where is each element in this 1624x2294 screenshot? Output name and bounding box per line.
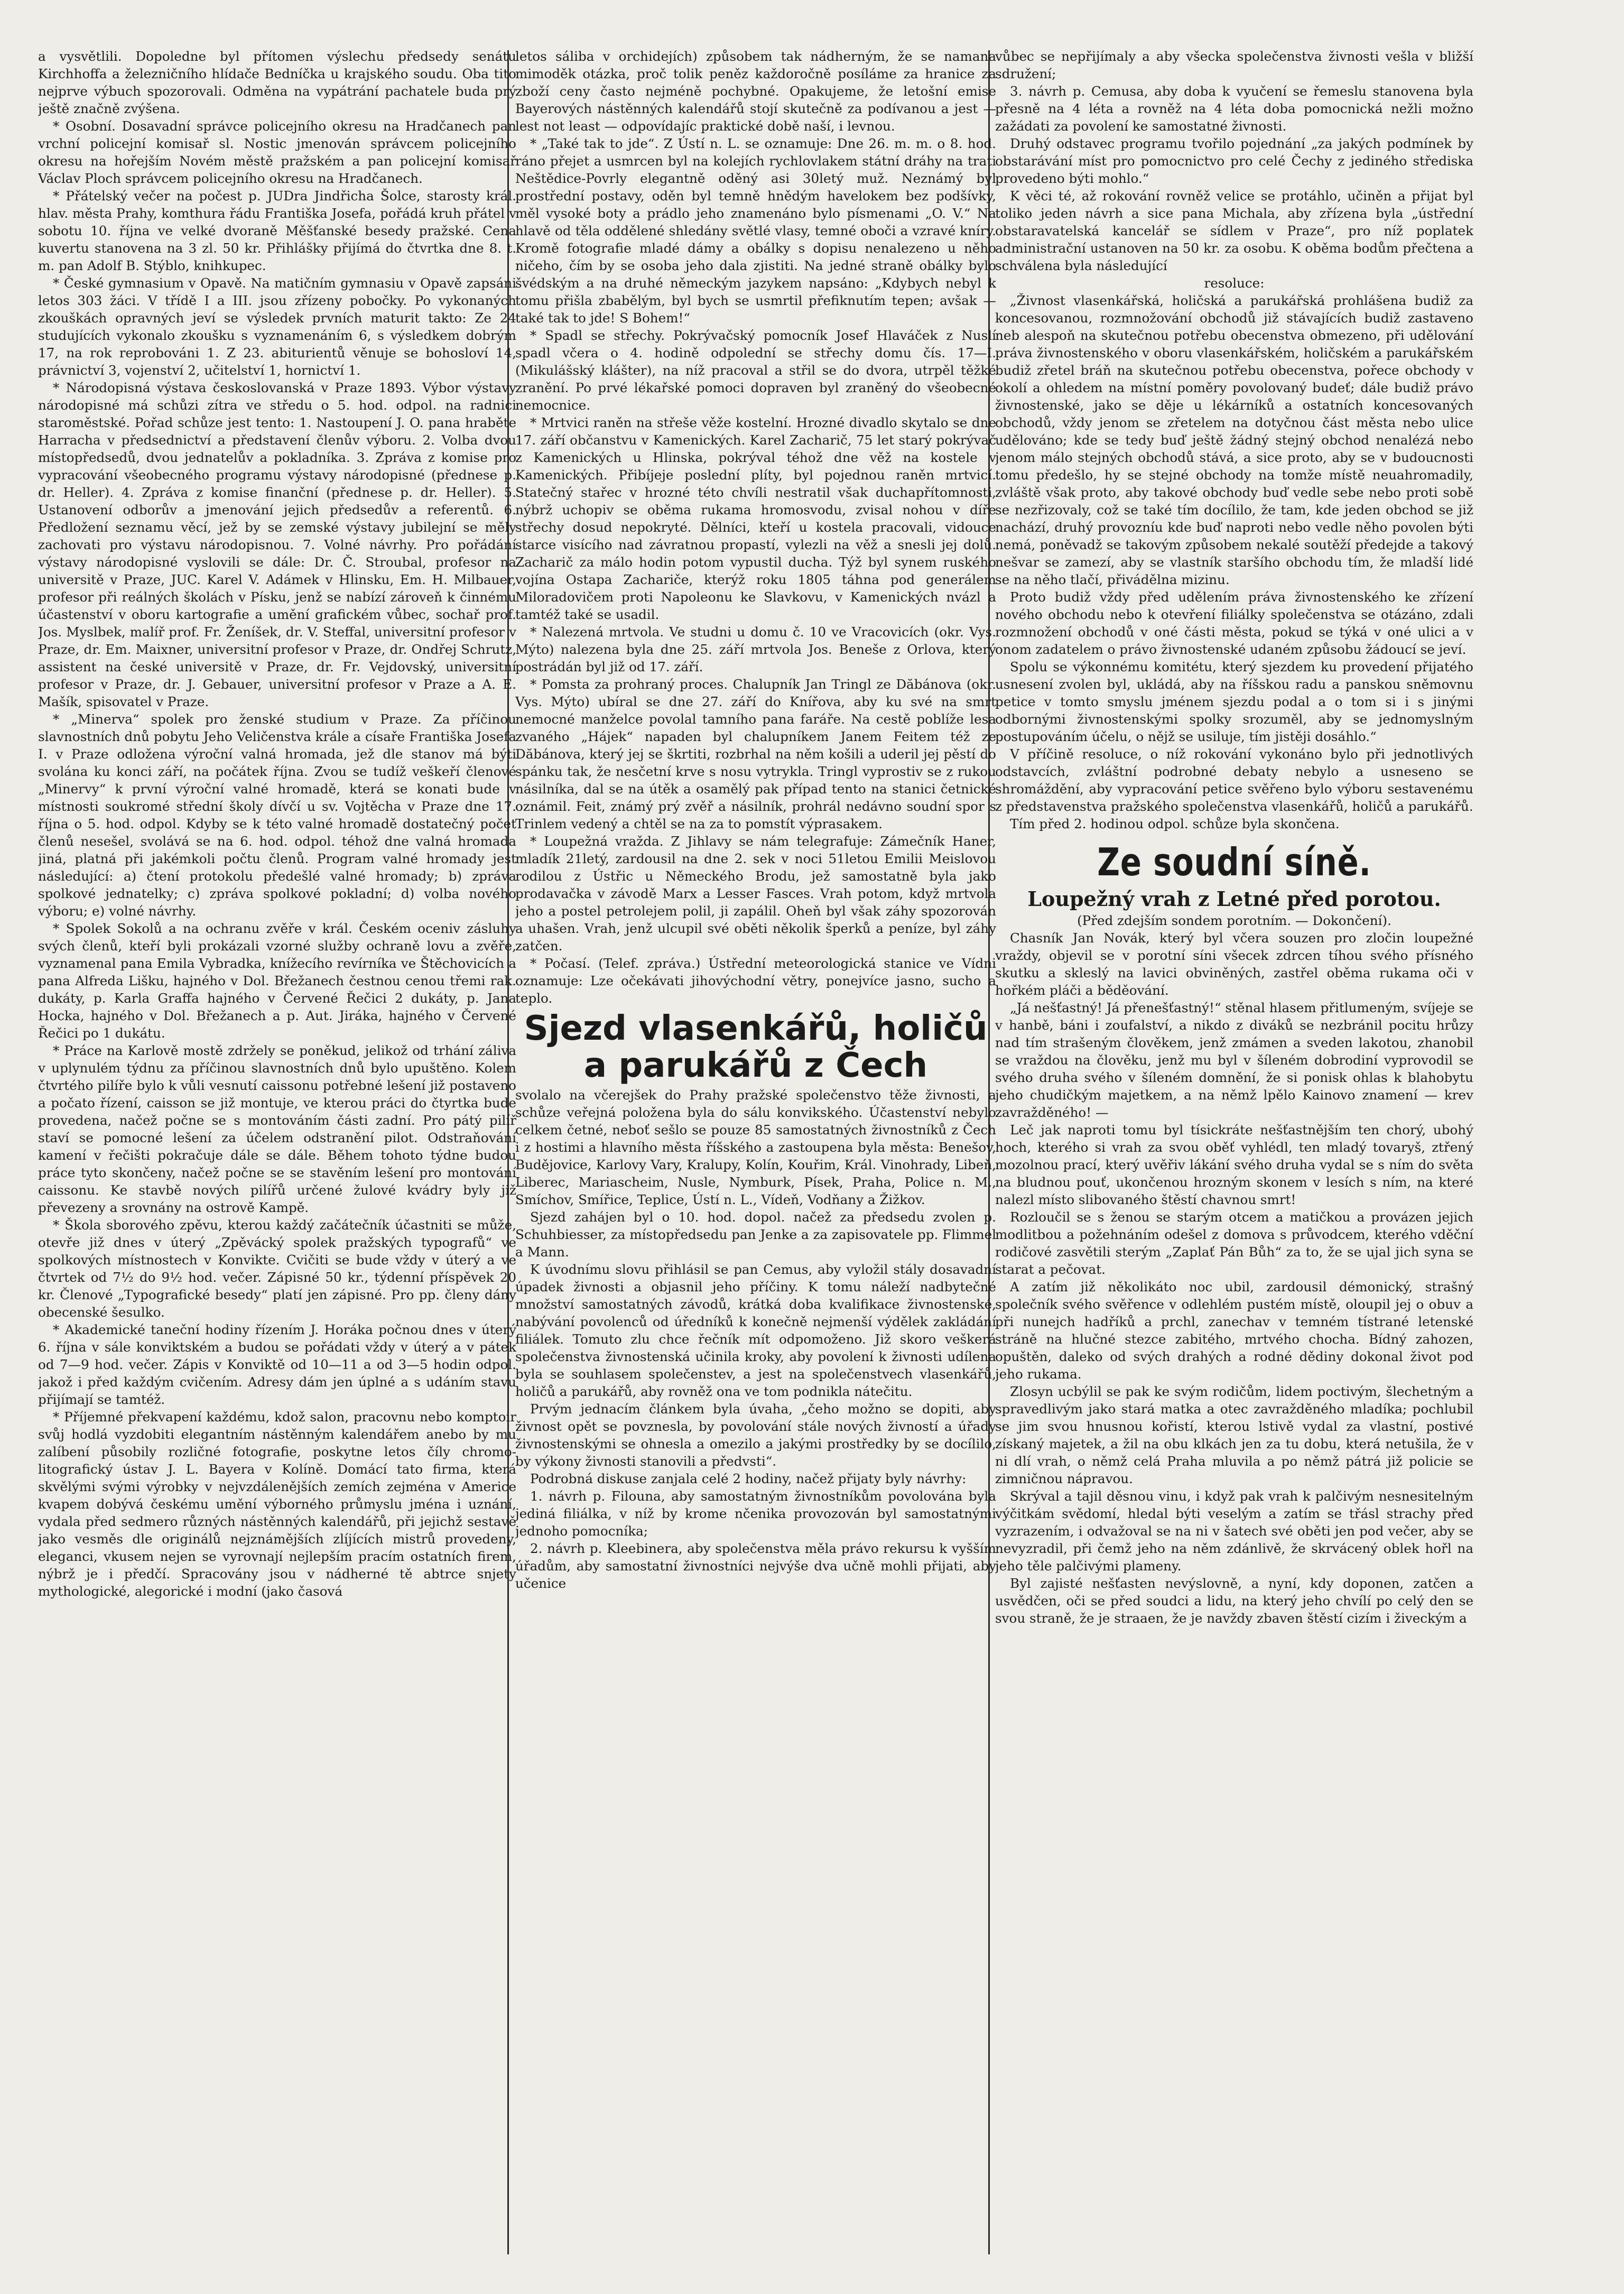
article-paragraph: a vysvětlili. Dopoledne byl přítomen výslechu předsedy senátu Kirchhoffa a železničního hlídače Bedníčka u krajského soudu. Oba tito nejprve výbuch spozorovali. Odměna na vypátrání pachatele buda prý ještě značně zvýšena. [38,49,516,116]
article-paragraph: * Akademické taneční hodiny řízením J. Horáka počnou dnes v úterý 6. října v sále konviktském a budou se pořádati vždy v úterý a v pátek od 7—9 hod. večer. Zápis v Konviktě od 10—11 a od 3—5 hodin odpol. jakož i před každým cvičením. Adresy dám jen úplné a s udáním stavu přijímají se tamtéž. [38,1322,516,1407]
article-paragraph: Prvým jednacím článkem byla úvaha, „čeho možno se dopiti, aby živnost opět se povznesla, by povolování stále nových živností a úřady živnostenskými se ohnesla a omezilo a jakými prostředky by se docílilo, by výkony živnosti stanovili a předvsti“. [515,1401,996,1469]
article-paragraph: * Spadl se střechy. Pokrývačský pomocník Josef Hlaváček z Nuslí spadl včera o 4. hodině odpolední se střechy domu čís. 17—I. (Mikulášský klášter), na níž pracoval a střil se do dvora, utrpěl těžké zranění. Po prvé lékařské pomoci dopraven byl zraněný do všeobecné nemocnice. [515,328,996,413]
article-paragraph: Tím před 2. hodinou odpol. schůze byla skončena. [1010,816,1340,831]
column-right [995,48,1473,2257]
article-paragraph: K věci té, až rokování rovněž velice se protáhlo, učiněn a přijat byl toliko jeden návrh a sice pana Michala, aby zřízena byla „ústřední obstaravatelská kancelář se sídlem v Praze“, pro níž poplatek administrační ustanoven na 50 kr. za osobu. K oběma bodům přečtena a schválena byla následující [995,188,1473,273]
article-paragraph: Sjezd zahájen byl o 10. hod. dopol. načež za předsedu zvolen p. Schuhbiesser, za místopředsedu pan Jenke a za zapisovatele pp. Flimmel a Mann. [515,1209,996,1260]
article-paragraph: * Mrtvici raněn na střeše věže kostelní. Hrozné divadlo skytalo se dne 17. září občanstvu v Kamenických. Karel Zacharič, 75 let starý pokrývač z Kamenických u Hlinska, pokrýval téhož dne věž na kostele v Kamenických. Přibíjeje poslední plíty, byl pojednou raněn mrtvicí. Statečný stařec v hrozné této chvíli nestratil však duchapřítomnosti, nýbrž uchopiv se oběma rukama hromosvodu, zvisal nohou v díře střechy dosud nepokryté. Dělníci, kteří u kostela pracovali, vidouce starce visícího nad závratnou propastí, vylezli na věž a snesli jej dolů. Zacharič za málo hodin potom vypustil duchа. Týž byl synem ruského vojína Ostapa Zachariče, kterýž roku 1805 táhna pod generálem Miloradovičem proti Napoleonu ke Slavkovu, v Kamenických nvázl a tamtéž také se usadil. [515,415,996,622]
article-paragraph: * Loupežná vražda. Z Jihlavy se nám telegrafuje: Zámečník Haner, mladík 21letý, zardousil na dne 2. sek v noci 51letou Emilii Meislovou rodilou z Ústřic u Německého Brodu, jež samostatně byla jako prodavačka v závodě Marx a Lesser Fasces. Vrah potom, když mrtvola jeho a postel petrolejem polil, ji zapálil. Oheň byl však záhy spozorován a uhašen. Vrah, jenž ulcupil své oběti několik šperků a peníze, byl záhy zatčen. [515,834,996,954]
article-paragraph: „Já nešťastný! Já přenešťastný!“ stěnal hlasem přitlumeným, svíjeje se v hanbě, báni i zoufalství, a nikdo z diváků se nezbránil pocitu hrůzy nad tím strašeným člověkem, jenž zmámen a sveden lakotou, zhanobil se vraždou na člověku, jenž mu byl v šíleném dobrodiní vyprovodil se svého druha svého v šíleném domnění, že si ponisk ohlas k blahobytu jeho chudičkým majetkem, a na němž lpělo Kainovo znamení — krev zavražděného! — [995,1000,1473,1120]
article-paragraph: Druhý odstavec programu tvořilo pojednání „za jakých podmínek by obstarávání míst pro pomocnictvo pro celé Čechy z jediného střediska provedeno býti mohlo.“ [995,136,1473,186]
article-paragraph: (Před zdejším sondem porotním. — Dokončení). [1077,913,1391,928]
article-paragraph: * Práce na Karlově mostě zdržely se poněkud, jelikož od trhání záliva v uplynulém týdnu za příčinou slavnostních dnů bylo upuštěno. Kolem čtvrtého pilíře bylo k vůli vesnutí caissonu potřebné lešení již postaveno a počato řízení, caisson se již montuje, ve kterou práci do čtyrtka bude provedena, načež počne se s montováním části zadní. Pro pátý pilíř staví se pomocné lešení za účelem odstranění pilot. Odstraňování kamení v řečišti pokračuje dále se dále. Během tohoto týdne budou práce tyto skončeny, načež počne se se stavěním lešení pro montování caissonu. Ke stavbě nových pilířů určené žulové kvádry byly již převezeny a srovnány na ostrově Kampě. [38,1043,516,1215]
article-paragraph: * Škola sborového zpěvu, kterou každý začátečník účastniti se může, otevře již dnes v úterý „Zpěvácký spolek pražských typografů“ ve spolkových místnostech v Konvikte. Cvičiti se bude vždy v úterý a ve čtvrtek od 7½ do 9½ hod. večer. Zápisné 50 kr., týdenní příspěvek 20 kr. Členové „Typografické besedy“ platí jen zápisné. Pro pp. členy dány obecenské šesulko. [38,1217,516,1320]
article-paragraph: * Spolek Sokolů a na ochranu zvěře v král. Českém oceniv zásluhy svých členů, kteří byli prokázali vzorné služby ochraně lovu a zvěře, vyznamenal pana Emila Vybradka, knížecího revírníka ve Štěchovicích a pana Alfreda Lišku, hajného v Dol. Břežanech čestnou cenou třemi rak. dukáty, p. Karla Graffa hajného v Červené Řečici 2 dukáty, p. Jana Hocka, hajného v Dol. Břežanech a p. Aut. Jiráka, hajného v Červené Řečici po 1 dukátu. [38,921,516,1041]
article-paragraph: Chasník Jan Novák, který byl včera souzen pro zločin loupežné vraždy, objevil se v porotní síni všecek zdrcen tíhou svého přísného skutku a skleslý na lavici obviněných, zastřel oběma rukama oči v hořkém pláči a běděování. [995,930,1473,998]
article-paragraph: * „Také tak to jde“. Z Ústí n. L. se oznamuje: Dne 26. m. m. o 8. hod. ráno přejet a usmrcen byl na kolejích rychlovlakem státní dráhy na trati Neštědice-Povrly elegantně oděný asi 30letý muž. Neznámý byl prostřední postavy, oděn byl temně hnědým havelokem bez podšívky, měl vysoké boty a prádlo jeho znamenáno bylo písmenami „O. V.“ Na hlavě od těla oddělené shledány světlé vlasy, temné oboči a vzravé kníry. Kromě fotografie mladé dámy a obálky s dopisu nenalezeno u něho ničeho, čím by se osoba jeho dala zjistiti. Na jedné straně obálky bylo švédským a na druhé německým jazykem napsáno: „Kdybych nebyl k tomu přišla zbabělým, byl bych se usmrtil přefiknutím tepen; avšak — také tak to jde! S Bohem!“ [515,136,996,326]
article-paragraph: vůbec se nepřijímaly a aby všecka společenstva živnosti vešla v bližší sdružení; [995,49,1473,81]
article-paragraph: * Osobní. Dosavadní správce policejního okresu na Hradčanech pan vrchní policejní komisař sl. Nostic jmenován správcem policejního okresu na hořejším Novém městě pražském a pan policejní komisař Václav Ploch správcem policejního okresu na Hradčanech. [38,118,516,186]
article-paragraph: svolalo na včerejšek do Prahy pražské společenstvo těže živnosti, a schůze veřejná položena byla do sálu konvikského. Účastenství nebylo celkem četné, neboť sešlo se pouze 85 samostatných živnostníků z Čech i z hostimi a hlavního města říšského a zastoupena byla města: Benešov, Budějovice, Karlovy Vary, Kralupy, Kolín, Kouřim, Král. Vinohrady, Libeň, Liberec, Mariascheim, Nusle, Nymburk, Písek, Praha, Police n. M., Smíchov, Smířice, Teplice, Ústí n. L., Vídeň, Vodňany a Žižkov. [515,1087,996,1207]
article-paragraph: * Národopisná výstava českoslovanská v Praze 1893. Výbor výstavy národopisné má schůzi zítra ve středu o 5. hod. odpol. na radnici staroměstské. Pořad schůze jest tento: 1. Nastoupení J. O. pana hraběte Harracha v předsednictví a představení členův výboru. 2. Volba dvou místopředsedů, dvou jednatelův a pokladníka. 3. Zpráva z komise pro vypracování všeobecného programu výstavy národopisné (přednese p. dr. Heller). 4. Zpráva z komise finanční (přednese p. dr. Heller). 5. Ustanovení odborův a jmenování jejich předsedův a referentů. 6. Předložení seznamu věcí, jež by se zemské výstavy jubilejní se měly zachovati pro výstavu národopisnou. 7. Volné návrhy. Pro pořádání výstavy národopisné vyslovili se dále: Dr. Č. Stroubal, profesor na universitě v Praze, JUC. Karel V. Adámek v Hlinsku, Em. H. Milbauer, profesor při reálných školách v Písku, jenž se nabízí zároveň k činnému účastenství v oboru kartografie a umění grafickém vůbec, sochař prof. Jos. Myslbek, malíř prof. Fr. Ženíšek, dr. V. Steffal, universitní profesor v Praze, dr. Em. Maixner, universitní profesor v Praze, dr. Ondřej Schrutz, assistent na české universitě v Praze, dr. Fr. Vejdovský, universitní profesor v Praze, dr. J. Gebauer, universitní profesor v Praze a A. E. Mašík, spisovatel v Praze. [38,380,516,709]
article-paragraph: K úvodnímu slovu přihlásil se pan Cemus, aby vyložil stály dosavadní úpadek živnosti a objasnil jeho příčiny. K tomu náleží nadbytečné množství samostatných závodů, krátká doba kvalifikace živnostenské, nabývání povolenců od úředníků k konečně nejmenší výdělek zakládání filiálek. Tomuto zlu chce řečník mít odpomoženo. Již skoro veškerá společenstva živnostenská učinila kroky, aby povolení k živnosti udílena byla se souhlasem společenstev, a jest na společenstvech vlasenkářů, holičů a parukářů, aby rovněž ona ve tom podnikla nátečitu. [515,1262,996,1399]
article-paragraph: * „Minerva“ spolek pro ženské studium v Praze. Za příčinou slavnostních dnů pobytu Jeho Veličenstva krále a císaře Františka Josefa I. v Praze odložena výroční valná hromada, jež dle stanov má býti svolána ku konci září, na počátek října. Zvou se tudíž veškeří členové „Minervy“ k první výroční valné hromadě, která se konati bude v místnosti soukromé střední školy dívčí u sv. Vojtěcha v Praze dne 17. října o 5. hod. odpol. Kdyby se k této valné hromadě dostatečný počet členů nesešel, svolává se na 6. hod. odpol. téhož dne valná hromada jiná, platná při jakémkoli počtu členů. Program valné hromady jest následující: a) čtení protokolu předešlé valné hromady; b) zpráva spolkové jednatelky; c) zpráva spolkové pokladní; d) volba nového výboru; e) volné návrhy. [38,711,516,919]
article-paragraph: „Živnost vlasenkářská, holičská a parukářská prohlášena budiž za koncesovanou, rozmnožování obchodů již stávajících budiž zastaveno neb alespoň na skutečnou potřebu obecenstva obmezeno, při udělování práva živnostenského v oboru vlasenkářském, holičském a parukářském budiž zřetel bráň na skutečnou potřebu obecenstva, pořece obchody v okolí a ohledem na místní poměry povolovaný budeť; dále budiž právo živnostenské, jako se děje u lékárníků a ostatních koncesovaných obchodů, vždy jenom se zřetelem na dotyčnou část města nebo ulice udělováno; kde se tedy buď ještě žádný stejný obchod nenalézá nebo jenom málo stejných obchodů stává, a sice proto, aby se v budoucnosti tomu předešlo, hy se stejné obchody na tomže místě neuahromadily, zvláště však proto, aby takové obchody buď vedle sebe nebo proti sobě se nezřizovaly, což se také tím docílilo, že tam, kde jeden obchod se již nachází, druhý provozníu kde buď naproti nebo vedle něho povolen býti nemá, poněvadž se takovým způsobem nekalé soutěží předejde a takový nešvar se zamezí, aby se vlastník staršího obchodu tím, že mladší lidé se na něho tlačí, přivádělna mizinu. [995,293,1473,587]
article-paragraph: 3. návrh p. Cemusa, aby doba k vyučení se řemeslu stanovena byla přesně na 4 léta a rovněž na 4 léta doba pomocnická nežli možno zažádati za povolení ke samostatné živnosti. [995,84,1473,134]
article-paragraph: letos sáliba v orchidejích) způsobem tak nádherným, že se namana mimoděk otázka, proč tolik peněz každoročně posíláme za hranice za zboží ceny často nejméně pochybné. Opakujeme, že letošní emise Bayerových nástěnných kalendářů stojí skutečně za podívanou a jest — lest not least — odpovídajíc praktické době naší, i levnou. [515,49,996,134]
article-paragraph: * Nalezená mrtvola. Ve studni u domu č. 10 ve Vracovicích (okr. Vys. Mýto) nalezena byla dne 25. září mrtvola Jos. Beneše z Orlova, který postrádán byl již od 17. září. [515,624,996,674]
article-paragraph: Proto budiž vždy před udělením práva živnostenského ke zřízení nového obchodu nebo k otevření filiálky společenstva se otázáno, zdali rozmnožení obchodů v oné části města, pokud se týká v oné ulici a v onom zadatelem o právo živnostenské udaném způsobu žádoucí se jeví. [995,589,1473,657]
article-paragraph: * Přátelský večer na počest p. JUDra Jindřicha Šolce, starosty král. hlav. města Prahy, komthura řádu Františka Josefa, pořádá kruh přátel v sobotu 10. října ve velké dvoraně Měšťanské besedy pražské. Cena kuvertu stanovena na 3 zl. 50 kr. Přihlášky přijímá do čtvrtka dne 8. t. m. pan Adolf B. Stýblo, knihkupec. [38,188,516,273]
column-middle [515,48,996,2257]
article-paragraph: Spolu se výkonnému komitétu, který sjezdem ku provedení přijatého usnesení zvolen byl, ukládá, aby na říšskou radu a panskou sněmovnu petice v tomto smyslu jménem sjezdu podal a o tom si i s jinými odbornými živnostenskými spolky srozuměl, aby se jednomyslným postupováním účelu, o nějž se usiluje, tím jistěji dosáhlo.“ [995,659,1473,744]
section-heading: Ze soudní síně. [1097,840,1371,884]
article-paragraph: * Pomsta za prohraný proces. Chalupník Jan Tringl ze Dăbánova (okr. Vys. Mýto) ubíral se dne 27. září do Knířova, aby ku své na smrt nemocné manželce povolal tamního pana faráře. Na cestě poblíže lesa zvaného „Hájek“ napaden byl chalupníkem Janem Feitem též ze Dăbánova, který jej se škrtiti, rozbrhal na něm košili a uderil jej pěstí do spánku tak, že nesčetní krve s nosu vytrykla. Tringl vyprostiv se z rukou násilníka, dal se na útěk a osamělý pak případ tento na stanici četnické oznámil. Feit, známý prý zvěř a násilník, prohrál nedávno soudní spor s Trinlem vedený a chtěl se na za to pomstít výprasakem. [515,677,996,831]
section-heading: Loupežný vrah z Letné před porotou. [1027,887,1441,911]
article-paragraph: * Příjemné překvapení každému, kdož salon, pracovnu nebo komptoir svůj hodlá vyzdobiti elegantním nástěnným kalendářem anebo by mu zalíbení působily rozličné fotografie, poskytne letos číly chromo-litografický ústav J. L. Bayera v Kolíně. Domácí tato firma, která skvělými svými výrobky v nejvzdálenějších zemích zejména v Americe kvapem dobývá českému umění výborného průmyslu jména i uznání, vydala před sedmero různých nástěnných kalendářů, při jejichž sestavě jako vesměs dle originálů nejznámějších zlíjících mistrů provedeny, eleganci, vkusem nejen se vyrovnají nejlepším pracím ostatních firem, nýbrž je i předčí. Spracovány jsou v nádherné tě abtrce snjety mythologické, alegorické i modní (jako časová [38,1409,516,1599]
article-paragraph: Rozloučil se s ženou se starým otcem a matičkou a provázen jejich modlitbou a požehnáním odešel z domova s průvodcem, kterého vděční rodičové zasvětili sterým „Zaplať Pán Bůh“ za to, že se ujal jich syna se starat a pečovat. [995,1209,1473,1277]
article-paragraph: 2. návrh p. Kleebinera, aby společenstva měla právo rekursu k vyšším úřadům, aby samostatní živnostníci nejvýše dva učně mohli přijati, aby učenice [515,1541,996,1591]
column-left [38,48,516,2257]
article-paragraph: Podrobná diskuse zanjala celé 2 hodiny, načež přijaty byly návrhy: [530,1471,967,1486]
article-paragraph: Leč jak naproti tomu byl tísickráte nešťastnějším ten chorý, ubohý hoch, kterého si vrah za svou oběť vyhlédl, ten mladý tovaryš, ztřený mozolnou prací, který uvěřiv lákání svého druha vydal se s ním do světa na bludnou pouť, ukončenou hrozným skonem v lesích s ním, na které nalezl místo slibovaného štěstí chavnou smrt! [995,1122,1473,1207]
article-paragraph: V příčině resoluce, o níž rokování vykonáno bylo při jednotlivých odstavcích, zvláštní podrobné debaty nebylo a usneseno se shromáždění, aby vypracování petice svěřeno bylo výboru sestavenému z představenstva pražského společenstva vlasenkářů, holičů a parukářů. [995,746,1473,814]
article-paragraph: Skrýval a tajil děsnou vinu, i když pak vrah k palčivým nesnesitelným výčitkám svědomí, hledal býti veselým a zatím se třásl strachy před vyzrazením, i odvažoval se na ni v šatech své oběti jen pod večer, aby se nevyzradil, při čemž jeho na něm zdánlivě, že skrvácený oblek hořl na jeho těle palčivými plameny. [995,1488,1473,1574]
article-paragraph: resoluce: [1204,275,1265,291]
article-paragraph: Zlosyn ucbýlil se pak ke svým rodičům, lidem poctivým, šlechetným a spravedlivým jako stará matka a otec zavražděného mladíka; pochlubil se jim svou hnusnou kořistí, kterou lstivě vydal za vlastní, postivé získaný majetek, a žil na obu klkách jen za tu dobu, která netušila, že v ni dlí vrah, o němž celá Praha mluvila a po němž pátrá již policie se zimničnou nápravou. [995,1384,1473,1486]
section-heading: Sjezd vlasenkářů, holičů a parukářů z Čech [524,1009,988,1085]
article-paragraph: * České gymnasium v Opavě. Na matičním gymnasiu v Opavě zapsáni letos 303 žáci. V třídě I a III. jsou zřízeny pobočky. Po vykonaných zkouškách opravných jeví se výsledek prvních maturit takto: Ze 24 studujících vykonalo zkoušku s vyznamenáním 6, s výsledkem dobrým 17, na rok reprobováni 1. Z 23. abiturientů věnuje se bohosloví 14, právnictví 3, vojenství 2, učitelství 1, hornictví 1. [38,275,516,378]
article-paragraph: * Počasí. (Telef. zpráva.) Ústřední meteorologická stanice ve Vídni oznamuje: Lze očekávati jihovýchodní větry, ponejvíce jasno, sucho a teplo. [515,956,996,1006]
article-paragraph: Byl zajisté nešťasten nevýslovně, a nyní, kdy doponen, zatčen a usvědčen, oči se před soudci a lidu, na který jeho chvílí po celý den se svou straně, že je straaen, že je navždy zbaven štěstí cizím i živeckým a [995,1576,1473,1626]
article-paragraph: 1. návrh p. Filouna, aby samostatným živnostníkům povolována byla jediná filiálka, v níž by krome nčenika provozován byl samostatnými jednoho pomocníka; [515,1488,996,1539]
article-paragraph: A zatím již několikáto noc ubil, zardousil démonický, strašný společník svého svěřence v odlehlém pustém místě, oloupil jej o obuv a při nunejch hadříků a prchl, zanechav v temném tístrané letenské stráně na hlučné stezce zabitého, mrtvého chocha. Bídný zahozen, opuštěn, daleko od svých drahých a rodné dědiny dokonal život pod jeho rukama. [995,1279,1473,1382]
